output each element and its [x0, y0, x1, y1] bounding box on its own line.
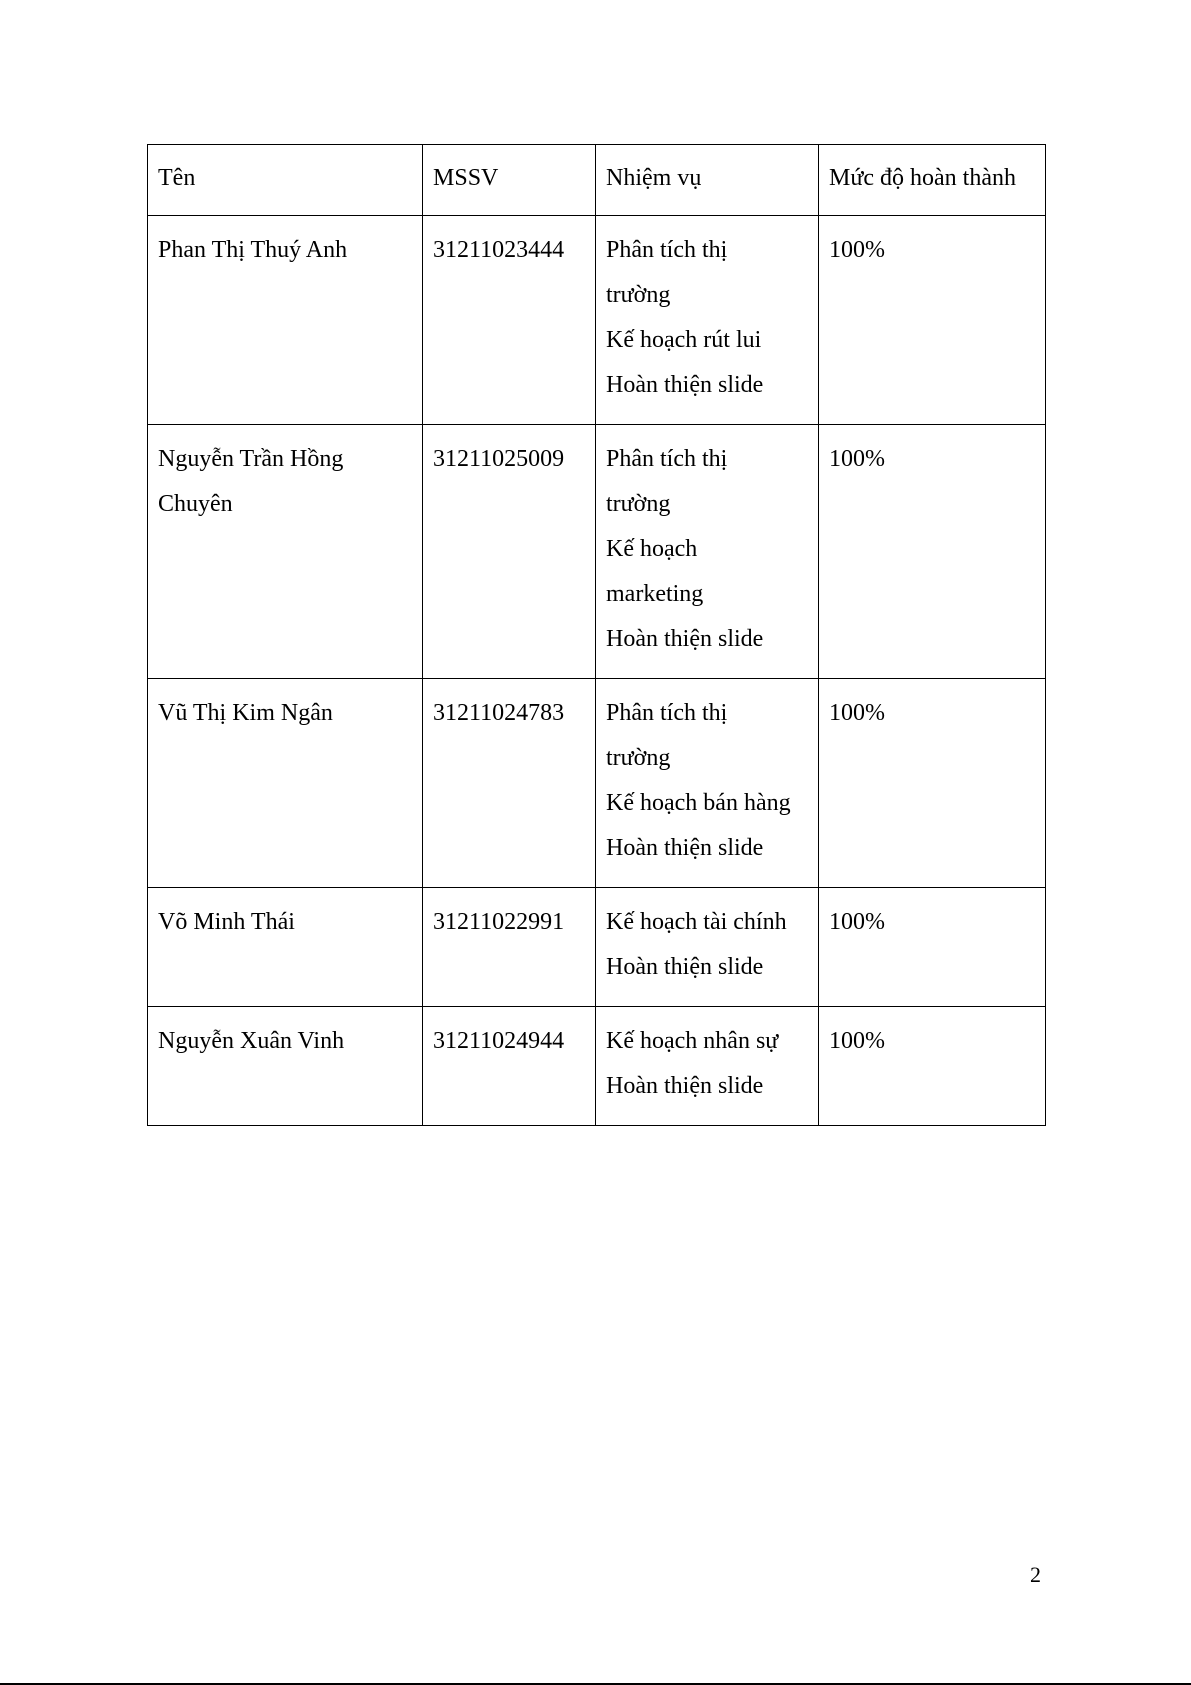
member-tasks	[596, 888, 819, 1007]
table-header-row	[148, 145, 1046, 216]
member-completion-level: 100%	[819, 888, 1046, 1007]
member-mssv: 31211025009	[423, 425, 596, 679]
member-tasks	[596, 1007, 819, 1126]
member-tasks	[596, 425, 819, 679]
table-row	[148, 1007, 1046, 1126]
page-number: 2	[1030, 1562, 1041, 1587]
member-name: Nguyễn Trần Hồng Chuyên	[148, 425, 423, 679]
member-mssv: 31211024783	[423, 679, 596, 888]
task-line: Phân tích thị	[606, 700, 728, 726]
task-line: Kế hoạch	[606, 536, 698, 562]
task-line: Hoàn thiện slide	[606, 1073, 764, 1099]
member-completion-level: 100%	[819, 425, 1046, 679]
task-line: Hoàn thiện slide	[606, 835, 764, 861]
member-tasks	[596, 216, 819, 425]
task-line: Phân tích thị	[606, 446, 728, 472]
member-mssv: 31211024944	[423, 1007, 596, 1126]
header-name: Tên	[148, 145, 423, 216]
task-line: marketing	[606, 581, 704, 607]
member-name: Võ Minh Thái	[148, 888, 423, 1007]
header-mssv: MSSV	[423, 145, 596, 216]
task-line: Hoàn thiện slide	[606, 372, 764, 398]
table-row	[148, 888, 1046, 1007]
member-tasks	[596, 679, 819, 888]
task-assignment-table	[147, 144, 1046, 1126]
member-completion-level: 100%	[819, 1007, 1046, 1126]
task-line: Hoàn thiện slide	[606, 954, 764, 980]
header-task: Nhiệm vụ	[596, 145, 819, 216]
task-line: trường	[606, 745, 671, 771]
task-line: trường	[606, 282, 671, 308]
task-line: Kế hoạch nhân sự	[606, 1028, 779, 1054]
task-line: Kế hoạch rút lui	[606, 327, 762, 353]
member-mssv: 31211023444	[423, 216, 596, 425]
task-line: Kế hoạch bán hàng	[606, 790, 791, 816]
member-completion-level: 100%	[819, 679, 1046, 888]
table-row	[148, 679, 1046, 888]
table-row	[148, 425, 1046, 679]
task-line: Phân tích thị	[606, 237, 728, 263]
member-mssv: 31211022991	[423, 888, 596, 1007]
member-name: Phan Thị Thuý Anh	[148, 216, 423, 425]
table-row	[148, 216, 1046, 425]
member-name: Nguyễn Xuân Vinh	[148, 1007, 423, 1126]
member-name: Vũ Thị Kim Ngân	[148, 679, 423, 888]
member-completion-level: 100%	[819, 216, 1046, 425]
task-line: trường	[606, 491, 671, 517]
task-line: Kế hoạch tài chính	[606, 909, 787, 935]
task-line: Hoàn thiện slide	[606, 626, 764, 652]
header-completion-level: Mức độ hoàn thành	[819, 145, 1046, 216]
